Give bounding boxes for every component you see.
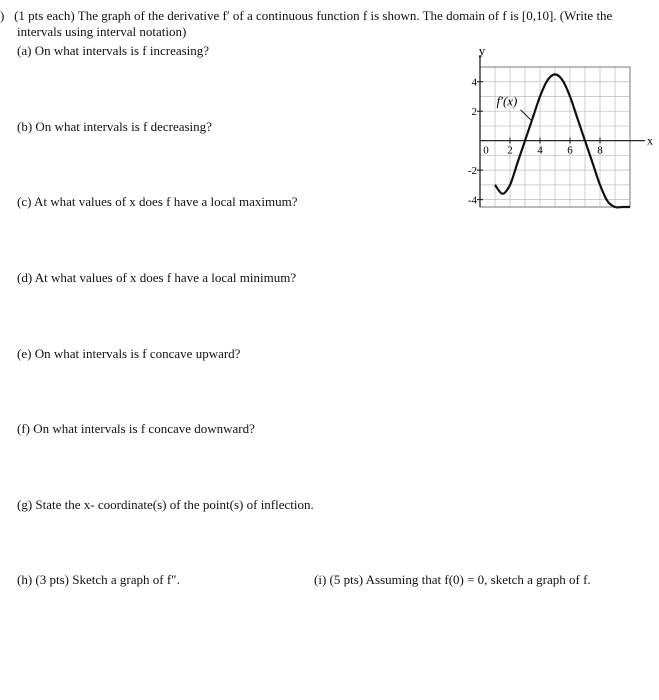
- y-tick-label: -4: [467, 194, 477, 207]
- question-a: (a) On what intervals is f increasing?: [17, 43, 210, 58]
- problem-number-fragment: ): [0, 8, 5, 23]
- curve-label: f′(x): [496, 93, 518, 109]
- derivative-graph: [467, 43, 655, 215]
- question-d: (d) At what values of x does f have a local minimum?: [17, 270, 297, 285]
- question-f: (f) On what intervals is f concave downward?: [17, 421, 255, 436]
- x-axis-label: x: [647, 133, 653, 148]
- question-c: (c) At what values of x does f have a local maximum?: [17, 194, 298, 209]
- derivative-graph-svg: [467, 43, 655, 215]
- axes: [480, 55, 645, 207]
- question-b: (b) On what intervals is f decreasing?: [17, 119, 212, 134]
- y-axis-label: y: [478, 43, 486, 58]
- x-tick-label: 0: [483, 144, 489, 157]
- problem-header-line-1: [0, 8, 655, 24]
- x-tick-label: 6: [567, 144, 573, 157]
- question-g: (g) State the x- coordinate(s) of the point(s) of inflection.: [17, 497, 314, 512]
- problem-header: [0, 8, 655, 40]
- y-tick-label: -2: [467, 165, 477, 178]
- x-tick-label: 4: [537, 144, 543, 157]
- y-tick-label: 2: [471, 106, 477, 119]
- x-tick-label: 8: [597, 144, 603, 157]
- y-tick-label: 4: [471, 76, 477, 89]
- problem-header-text: (1 pts each) The graph of the derivative f′ of a continuous function f is shown. The domain of f is [0,10]. (Write the: [14, 8, 613, 23]
- grid: [480, 67, 630, 207]
- x-tick-label: 2: [507, 144, 513, 157]
- question-h: (h) (3 pts) Sketch a graph of f″.: [17, 572, 180, 587]
- question-i: (i) (5 pts) Assuming that f(0) = 0, sketch a graph of f.: [314, 572, 591, 587]
- problem-header-line-2: intervals using interval notation): [17, 24, 187, 39]
- question-e: (e) On what intervals is f concave upward?: [17, 346, 241, 361]
